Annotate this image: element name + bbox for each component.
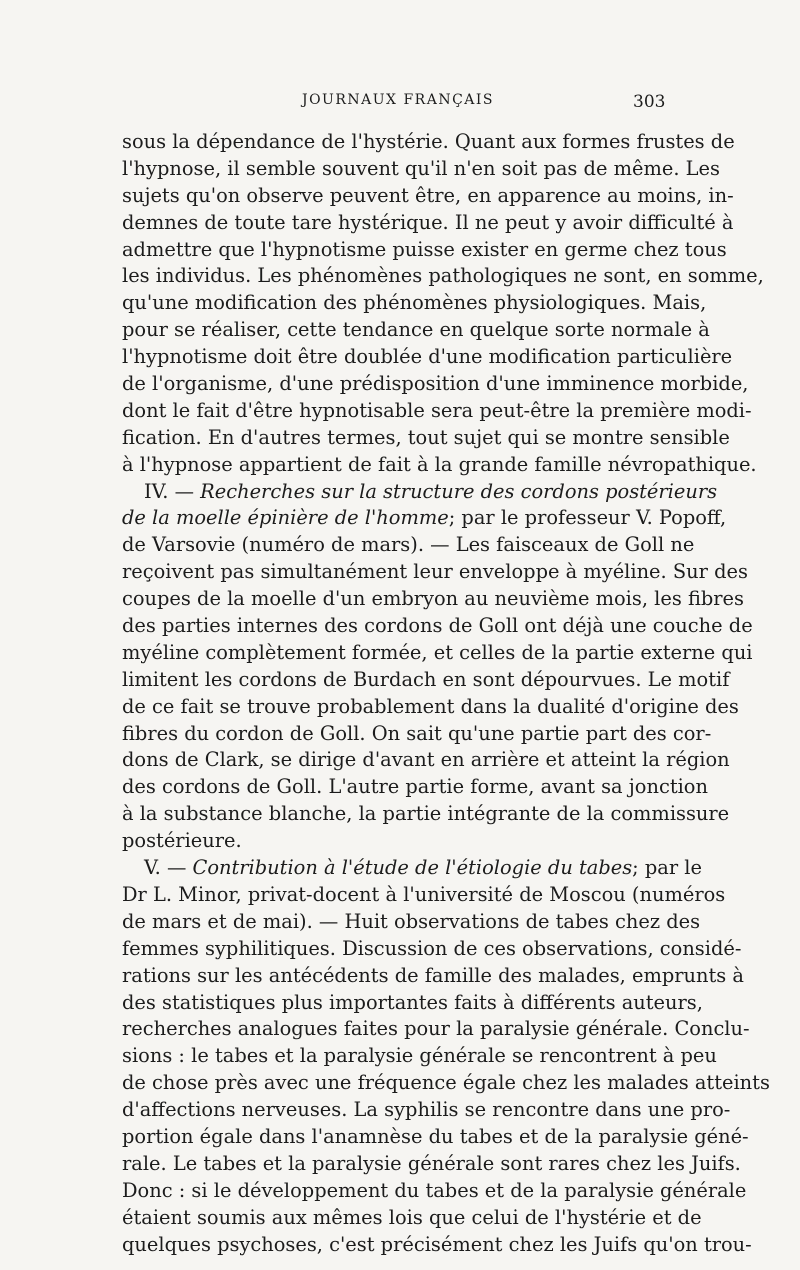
text-line bbox=[122, 667, 730, 694]
italic-title: de la moelle épinière de l'homme bbox=[122, 506, 449, 530]
line-text: fibres du cordon de Goll. On sait qu'une partie part des cor- bbox=[122, 721, 712, 745]
line-text: pour se réaliser, cette tendance en quelque sorte normale à bbox=[122, 318, 710, 342]
text-line bbox=[122, 1178, 747, 1205]
line-text: dons de Clark, se dirige d'avant en arrière et atteint la région bbox=[122, 748, 730, 772]
line-text: des parties internes des cordons de Goll ont déjà une couche de bbox=[122, 614, 753, 638]
line-text: à l'hypnose appartient de fait à la grande famille névropathique. bbox=[122, 452, 757, 476]
line-text: rale. Le tabes et la paralysie générale sont rares chez les Juifs. bbox=[122, 1151, 741, 1175]
text-line bbox=[122, 398, 752, 425]
text-line bbox=[122, 909, 701, 936]
line-text: des statistiques plus importantes faits à différents auteurs, bbox=[122, 990, 703, 1014]
line-text: étaient soumis aux mêmes lois que celui de l'hystérie et de bbox=[122, 1205, 702, 1229]
text-line bbox=[122, 532, 695, 559]
body-text bbox=[122, 129, 770, 1258]
text-line bbox=[122, 1151, 741, 1178]
line-text: fication. En d'autres termes, tout sujet qui se montre sensible bbox=[122, 425, 730, 449]
line-text: les individus. Les phénomènes pathologiques ne sont, en somme, bbox=[122, 264, 764, 288]
line-text: à la substance blanche, la partie intégrante de la commissure bbox=[122, 802, 730, 826]
line-text: sujets qu'on observe peuvent être, en apparence au moins, in- bbox=[122, 183, 734, 207]
text-line bbox=[122, 1070, 770, 1097]
text-line bbox=[122, 129, 735, 156]
line-text: sous la dépendance de l'hystérie. Quant aux formes frustes de bbox=[122, 130, 735, 153]
line-text: reçoivent pas simultanément leur enveloppe à myéline. Sur des bbox=[122, 560, 748, 584]
line-text: Donc : si le développement du tabes et de la paralysie générale bbox=[122, 1178, 747, 1202]
text-line bbox=[122, 183, 734, 210]
line-text: femmes syphilitiques. Discussion de ces observations, considé- bbox=[122, 936, 742, 960]
line-text: myéline complètement formée, et celles de la partie externe qui bbox=[122, 640, 753, 664]
text-line bbox=[122, 1205, 702, 1232]
line-text: recherches analogues faites pour la paralysie générale. Conclu- bbox=[122, 1017, 750, 1041]
text-line bbox=[122, 210, 734, 237]
text-line bbox=[122, 963, 744, 990]
line-text: portion égale dans l'anamnèse du tabes et de la paralysie géné- bbox=[122, 1124, 749, 1148]
line-text: l'hypnose, il semble souvent qu'il n'en soit pas de même. Les bbox=[122, 156, 720, 180]
text-line bbox=[122, 586, 744, 613]
line-text: Dr L. Minor, privat-docent à l'université de Moscou (numéros bbox=[122, 882, 726, 906]
line-text: de l'organisme, d'une prédisposition d'une imminence morbide, bbox=[122, 372, 749, 396]
text-line bbox=[122, 855, 702, 882]
text-line bbox=[122, 1016, 750, 1043]
text-line bbox=[122, 774, 708, 801]
text-line bbox=[122, 344, 733, 371]
text-line bbox=[122, 828, 678, 855]
line-text: quelques psychoses, c'est précisément chez les Juifs qu'on trou- bbox=[122, 1232, 752, 1256]
line-text: limitent les cordons de Burdach en sont dépourvues. Le motif bbox=[122, 667, 730, 691]
line-text: rations sur les antécédents de famille des malades, emprunts à bbox=[122, 963, 744, 987]
text-line bbox=[122, 1097, 731, 1124]
text-line bbox=[122, 1043, 717, 1070]
text-line bbox=[122, 237, 727, 264]
text-line bbox=[122, 479, 718, 506]
text-line bbox=[122, 936, 742, 963]
text-line bbox=[122, 613, 753, 640]
text-line bbox=[122, 882, 726, 909]
text-line bbox=[122, 290, 707, 317]
page-number: 303 bbox=[633, 92, 666, 112]
text-line bbox=[122, 990, 703, 1017]
line-text: coupes de la moelle d'un embryon au neuvième mois, les fibres bbox=[122, 587, 744, 611]
text-line bbox=[122, 1124, 749, 1151]
line-text: des cordons de Goll. L'autre partie forme, avant sa jonction bbox=[122, 775, 708, 799]
text-line bbox=[122, 801, 730, 828]
text-line bbox=[122, 1232, 752, 1259]
text-line bbox=[122, 317, 710, 344]
line-text: IV. — bbox=[144, 479, 201, 503]
line-text: de mars et de mai). — Huit observations de tabes chez des bbox=[122, 909, 701, 933]
text-line bbox=[122, 452, 757, 479]
text-line bbox=[122, 371, 749, 398]
text-line bbox=[122, 694, 739, 721]
running-head bbox=[0, 92, 800, 116]
line-text: qu'une modification des phénomènes physiologiques. Mais, bbox=[122, 291, 707, 315]
line-text: l'hypnotisme doit être doublée d'une modification particulière bbox=[122, 345, 733, 369]
line-text: postérieure. bbox=[122, 829, 242, 853]
italic-title: Recherches sur la structure des cordons postérieurs bbox=[200, 479, 718, 503]
line-text: ; par le professeur V. Popoff, bbox=[448, 506, 727, 530]
running-title: JOURNAUX FRANÇAIS bbox=[301, 92, 495, 108]
text-line bbox=[122, 640, 753, 667]
text-line bbox=[122, 747, 730, 774]
line-text: ; par le bbox=[632, 856, 702, 880]
text-line bbox=[122, 559, 748, 586]
line-text: sions : le tabes et la paralysie générale se rencontrent à peu bbox=[122, 1044, 717, 1068]
text-line bbox=[122, 721, 712, 748]
line-text: d'affections nerveuses. La syphilis se rencontre dans une pro- bbox=[122, 1098, 731, 1122]
line-text: de chose près avec une fréquence égale chez les malades atteints bbox=[122, 1071, 770, 1095]
text-line bbox=[122, 505, 727, 532]
text-line bbox=[122, 156, 720, 183]
line-text: demnes de toute tare hystérique. Il ne peut y avoir difficulté à bbox=[122, 210, 734, 234]
text-line bbox=[122, 425, 730, 452]
line-text: admettre que l'hypnotisme puisse exister en germe chez tous bbox=[122, 237, 727, 261]
line-text: dont le fait d'être hypnotisable sera peut-être la première modi- bbox=[122, 398, 752, 422]
text-line bbox=[122, 263, 764, 290]
line-text: V. — bbox=[144, 856, 193, 880]
line-text: de ce fait se trouve probablement dans la dualité d'origine des bbox=[122, 694, 739, 718]
italic-title: Contribution à l'étude de l'étiologie du tabes bbox=[192, 856, 633, 880]
line-text: de Varsovie (numéro de mars). — Les faisceaux de Goll ne bbox=[122, 533, 695, 557]
